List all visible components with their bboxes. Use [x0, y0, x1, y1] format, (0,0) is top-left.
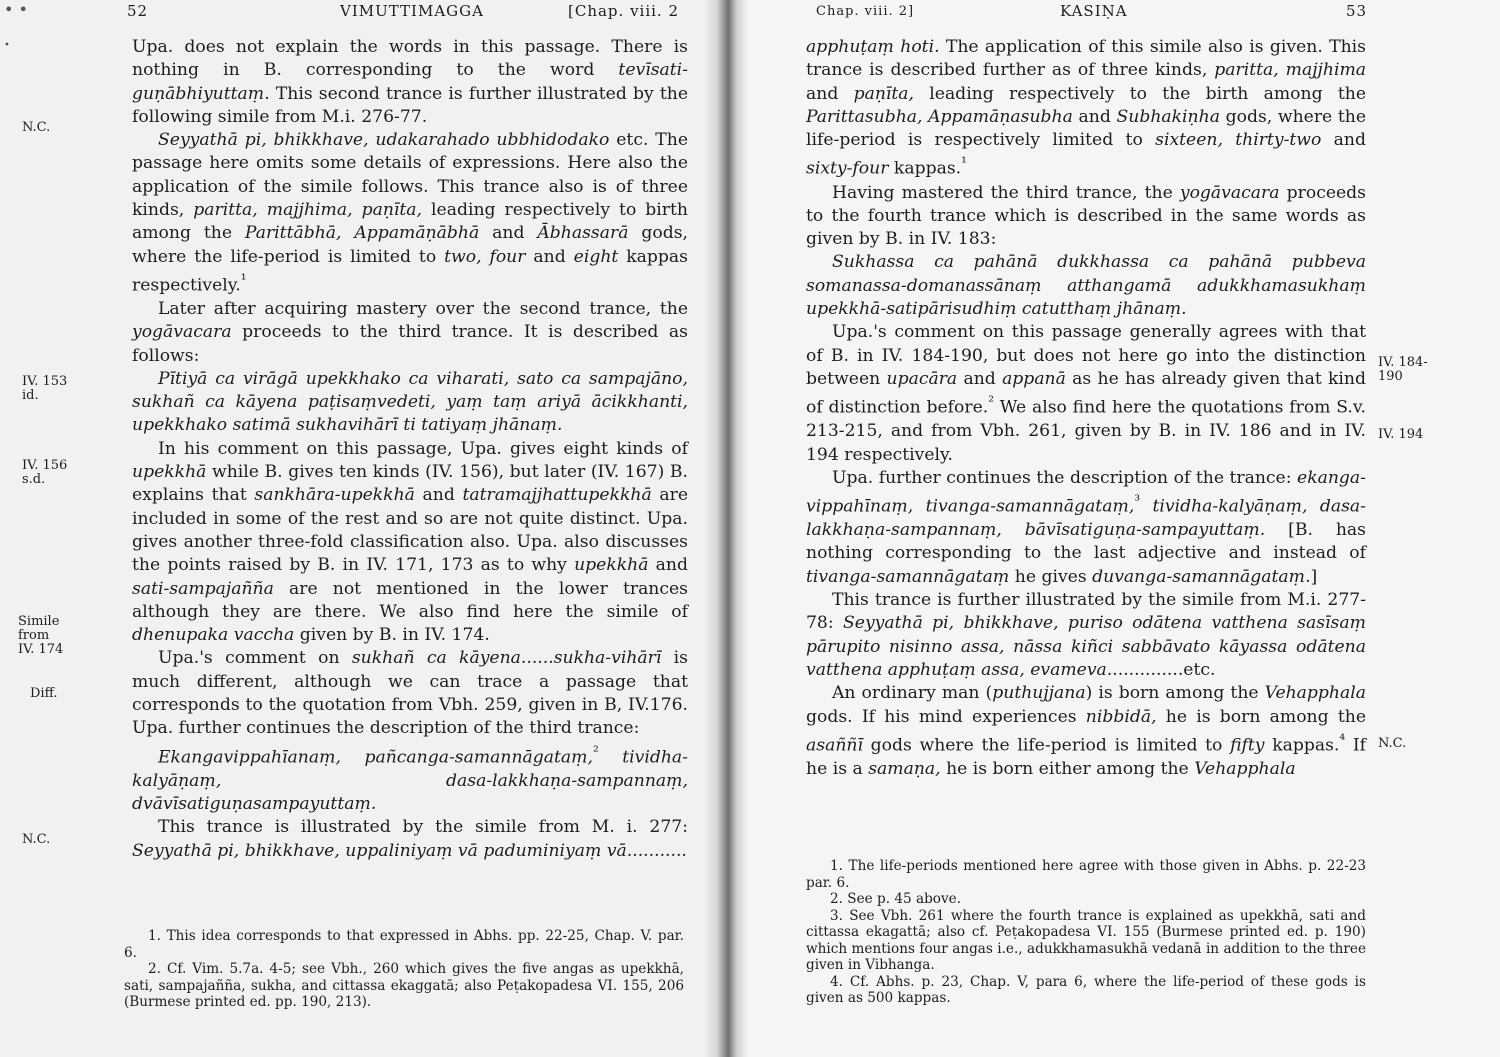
margin-note: IV. 184- 190 — [1378, 355, 1428, 384]
margin-note: Diff. — [30, 686, 58, 701]
chapter-label: [Chap. viii. 2 — [568, 2, 680, 20]
scan-speck: • • — [4, 0, 28, 19]
running-title: KASIṆA — [1060, 2, 1128, 20]
chapter-label: Chap. viii. 2] — [816, 4, 915, 19]
margin-note: N.C. — [22, 120, 51, 135]
footnote: 1. The life-periods mentioned here agree with those given in Abhs. p. 22-23 par. 6. — [806, 858, 1366, 891]
margin-note: N.C. — [1378, 736, 1407, 751]
margin-note: Simile from IV. 174 — [18, 614, 64, 657]
book-gutter-shadow — [704, 0, 748, 1057]
body-text: Upa. does not explain the words in this passage. There is nothing in B. corresponding to the word tevīsati-guṇābhiyuttaṃ. This second trance is further illustrated by the following simile from M.i. 276-77. Seyyathā pi, bhikkhave, udakarahado ubbhidodako etc. The passage here omits some details of expressions. Here also the application of the simile follows. This trance also is of three kinds, paritta, majjhima, paṇīta, leading respectively to birth among the Parittābhā, Appamāṇābhā and Ābhassarā gods, where the life-period is limited to two, four and eight kappas respectively.$^{^1}$ Later after acquiring mastery over the second trance, the yogāvacara proceeds to the third trance. It is described as follows: Pītiyā ca virāgā upekkhako ca viharati, sato ca sampajāno, sukhañ ca kāyena paṭisaṃvedeti, yaṃ taṃ ariyā ācikkhanti, upekkhako satimā sukhavihārī ti tatiyaṃ jhānaṃ. In his comment on this passage, Upa. gives eight kinds of upekkhā while B. gives ten kinds (IV. 156), but later (IV. 167) B. explains that sankhāra-upekkhā and tatramajjhattupekkhā are included in some of the rest and so are not quite distinct. Upa. gives another three-fold classification also. Upa. also discusses the points raised by B. in IV. 171, 173 as to why upekkhā and sati-sampajañña are not mentioned in the lower trances although they are there. We also find here the simile of dhenupaka vaccha given by B. in IV. 174. Upa.'s comment on sukhañ ca kāyena......sukha-vihārī is much different, although we can trace a passage that corresponds to the quotation from Vbh. 259, given in B, IV.176. Upa. further continues the description of the third trance: Ekangavippahīanaṃ, pañcanga-samannāgataṃ,$^{^2}$ tividha-kalyāṇaṃ, dasa-lakkhaṇa-sampannaṃ, dvāvīsatiguṇasampayuttaṃ. This trance is illustrated by the simile from M. i. 277: Seyyathā pi, bhikkhave, uppaliniyaṃ vā paduminiyaṃ vā........... — [132, 37, 689, 861]
margin-note: IV. 194 — [1378, 427, 1424, 442]
body-text: apphuṭaṃ hoti. The application of this simile also is given. This trance is described further as of three kinds, paritta, majjhima and paṇīta, leading respectively to the birth among the Parittasubha, Appamāṇasubha and Subhakiṇha gods, where the life-period is respectively limited to sixteen, thirty-two and sixty-four kappas.$^{^1}$ Having mastered the third trance, the yogāvacara proceeds to the fourth trance which is described in the same words as given by B. in IV. 183: Sukhassa ca pahānā dukkhassa ca pahānā pubbeva somanassa-domanassānaṃ atthangamā adukkhamasukhaṃ upekkhā-satipārisudhiṃ catutthaṃ jhānaṃ. Upa.'s comment on this passage generally agrees with that of B. in IV. 184-190, but does not here go into the distinction between upacāra and appanā as he has already given that kind of distinction before.$^{^2}$ We also find here the quotations from S.v. 213-215, and from Vbh. 261, given by B. in IV. 186 and in IV. 194 respectively. Upa. further continues the description of the trance: ekanga-vippahīnaṃ, tivanga-samannāgataṃ,$^{^3}$ tividha-kalyāṇaṃ, dasa-lakkhaṇa-sampannaṃ, bāvīsatiguṇa-sampayuttaṃ. [B. has nothing corresponding to the last adjective and instead of tivanga-samannāgataṃ he gives duvanga-samannāgataṃ.] This trance is further illustrated by the simile from M.i. 277-78: Seyyathā pi, bhikkhave, puriso odātena vatthena sasīsaṃ pārupito nisinno assa, nāssa kiñci sabbāvato kāyassa odātena vatthena apphuṭaṃ assa, evameva..............etc. An ordinary man (puthujjana) is born among the Vehapphala gods. If his mind experiences nibbidā, he is born among the asaññī gods where the life-period is limited to fifty kappas.$^{^4}$ If he is a samaṇa, he is born either among the Vehapphala — [806, 37, 1367, 779]
right-page — [722, 0, 1500, 1057]
margin-note: IV. 156 s.d. — [22, 458, 68, 487]
footnote: 1. This idea corresponds to that expressed in Abhs. pp. 22-25, Chap. V. par. 6. — [124, 928, 684, 961]
footnote: 4. Cf. Abhs. p. 23, Chap. V, para 6, where the life-period of these gods is given as 500 kappas. — [806, 973, 1366, 1006]
left-page — [0, 0, 722, 1057]
footnotes — [806, 858, 1366, 1007]
margin-note: IV. 153 id. — [22, 374, 68, 403]
margin-note: N.C. — [22, 832, 51, 847]
footnotes — [124, 928, 684, 1011]
footnote: 3. See Vbh. 261 where the fourth trance is explained as upekkhā, sati and cittassa ekagattā; also cf. Peṭakopadesa VI. 155 (Burmese printed ed. p. 190) which mentions four angas i.e., adukkhamasukhā vedanā in addition to the three given in Vibhanga. — [806, 907, 1366, 973]
footnote: 2. Cf. Vim. 5.7a. 4-5; see Vbh., 260 which gives the five angas as upekkhā, sati, sampajañña, sukha, and cittassa ekaggatā; also Peṭakopadesa VI. 155, 206 (Burmese printed ed. pp. 190, 213). — [124, 961, 684, 1010]
page-number: 52 — [127, 2, 149, 20]
page-number: 53 — [1346, 2, 1368, 20]
running-title: VIMUTTIMAGGA — [340, 2, 484, 20]
scan-speck: • — [4, 40, 10, 51]
footnote: 2. See p. 45 above. — [830, 891, 962, 907]
